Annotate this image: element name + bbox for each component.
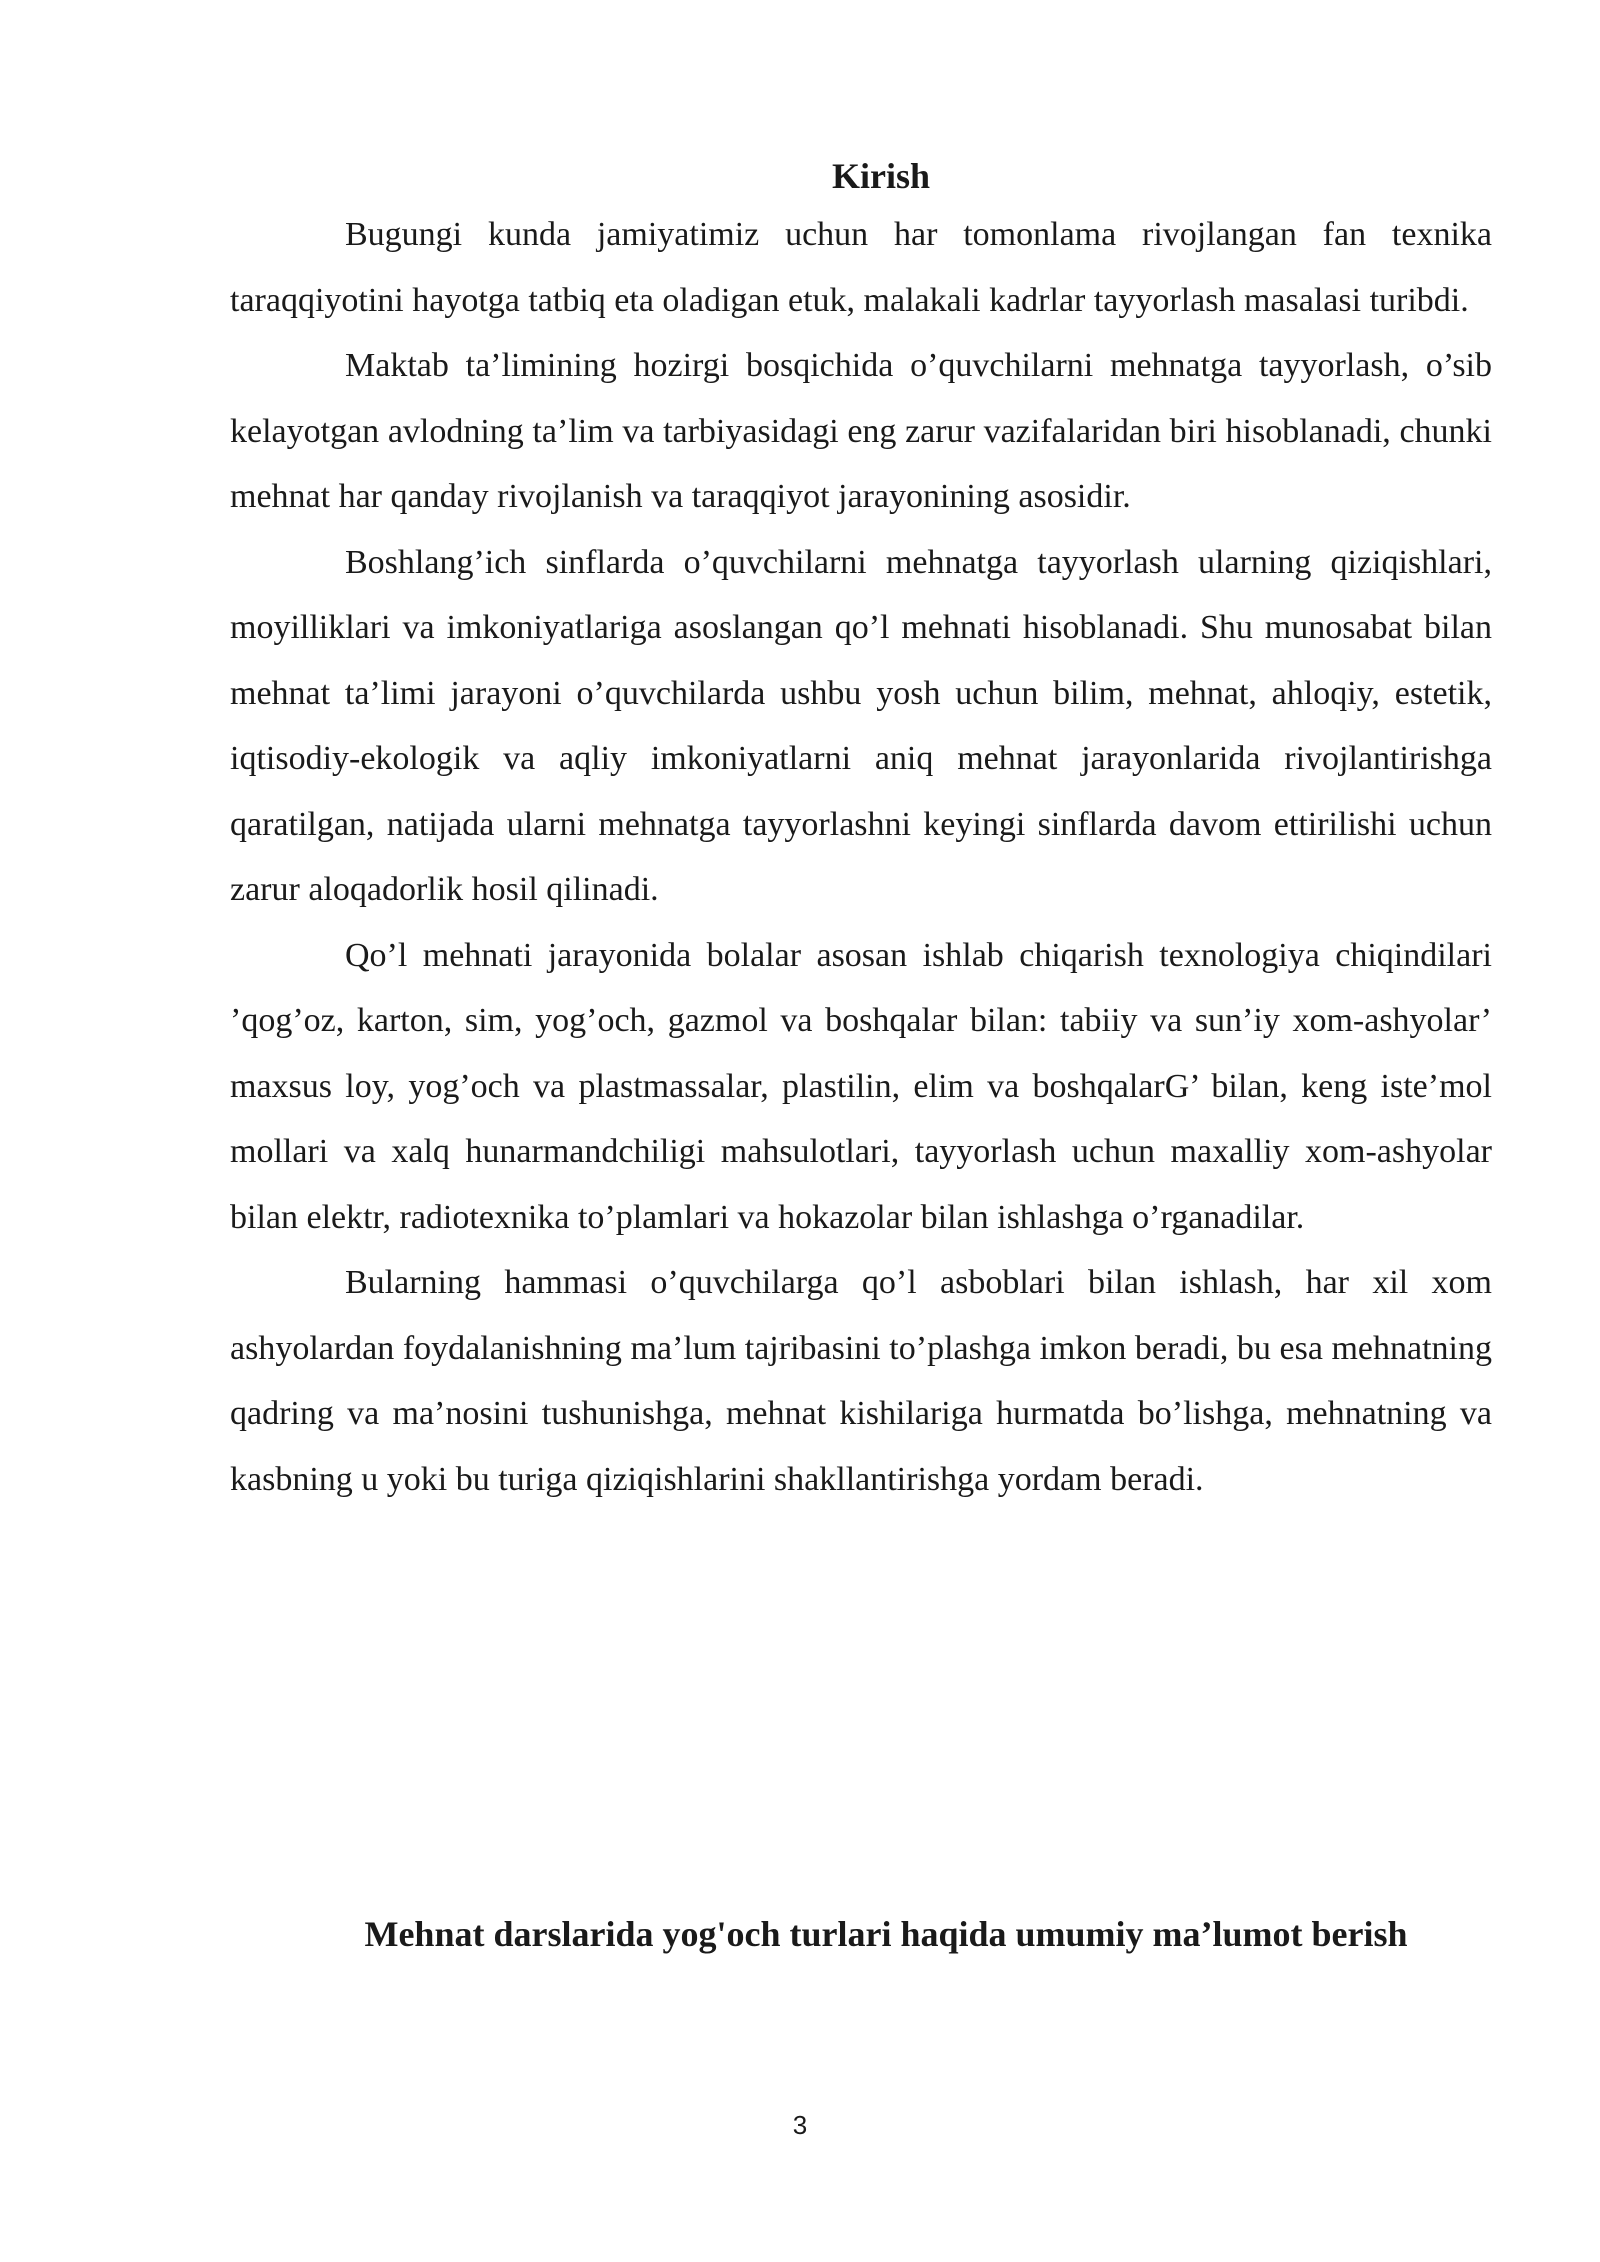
paragraph: Bugungi kunda jamiyatimiz uchun har tomonlama rivojlangan fan texnika taraqqiyotini hayotga tatbiq eta oladigan etuk, malakali kadrlar tayyorlash masalasi turibdi. <box>230 216 1492 319</box>
paragraph: Maktab ta’limining hozirgi bosqichida o’quvchilarni mehnatga tayyorlash, o’sib kelayotgan avlodning ta’lim va tarbiyasidagi eng zarur vazifalaridan biri hisoblanadi, chunki mehnat har qanday rivojlanish va taraqqiyot jarayonining asosidir. <box>230 347 1492 515</box>
paragraph: Bularning hammasi o’quvchilarga qo’l asboblari bilan ishlash, har xil xom ashyolardan foydalanishning ma’lum tajribasini to’plashga imkon beradi, bu esa mehnatning qadring va ma’nosini tushunishga, mehnat kishilariga hurmatda bo’lishga, mehnatning va kasbning u yoki bu turiga qiziqishlarini shakllantirishga yordam beradi. <box>230 1264 1492 1498</box>
section-heading: Mehnat darslarida yog'och turlari haqida umumiy ma’lumot berish <box>364 1914 1408 1954</box>
page-title: Kirish <box>831 156 930 196</box>
paragraph: Boshlang’ich sinflarda o’quvchilarni mehnatga tayyorlash ularning qiziqishlari, moyilliklari va imkoniyatlariga asoslangan qo’l mehnati hisoblanadi. Shu munosabat bilan mehnat ta’limi jarayoni o’quvchilarda ushbu yosh uchun bilim, mehnat, ahloqiy, estetik, iqtisodiy-ekologik va aqliy imkoniyatlarni aniq mehnat jarayonlarida rivojlantirishga qaratilgan, natijada ularni mehnatga tayyorlashni keyingi sinflarda davom ettirilishi uchun zarur aloqadorlik hosil qilinadi. <box>230 543 1492 908</box>
page-number: 3 <box>792 2110 808 2140</box>
paragraph: Qo’l mehnati jarayonida bolalar asosan ishlab chiqarish texnologiya chiqindilari ’qog’oz, karton, sim, yog’och, gazmol va boshqalar bilan: tabiiy va sun’iy xom-ashyolar’ maxsus loy, yog’och va plastmassalar, plastilin, elim va boshqalarG’ bilan, keng iste’mol mollari va xalq hunarmandchiligi mahsulotlari, tayyorlash uchun maxalliy xom-ashyolar bilan elektr, radiotexnika to’plamlari va hokazolar bilan ishlashga o’rganadilar. <box>230 936 1492 1236</box>
document-body <box>230 150 1492 1512</box>
